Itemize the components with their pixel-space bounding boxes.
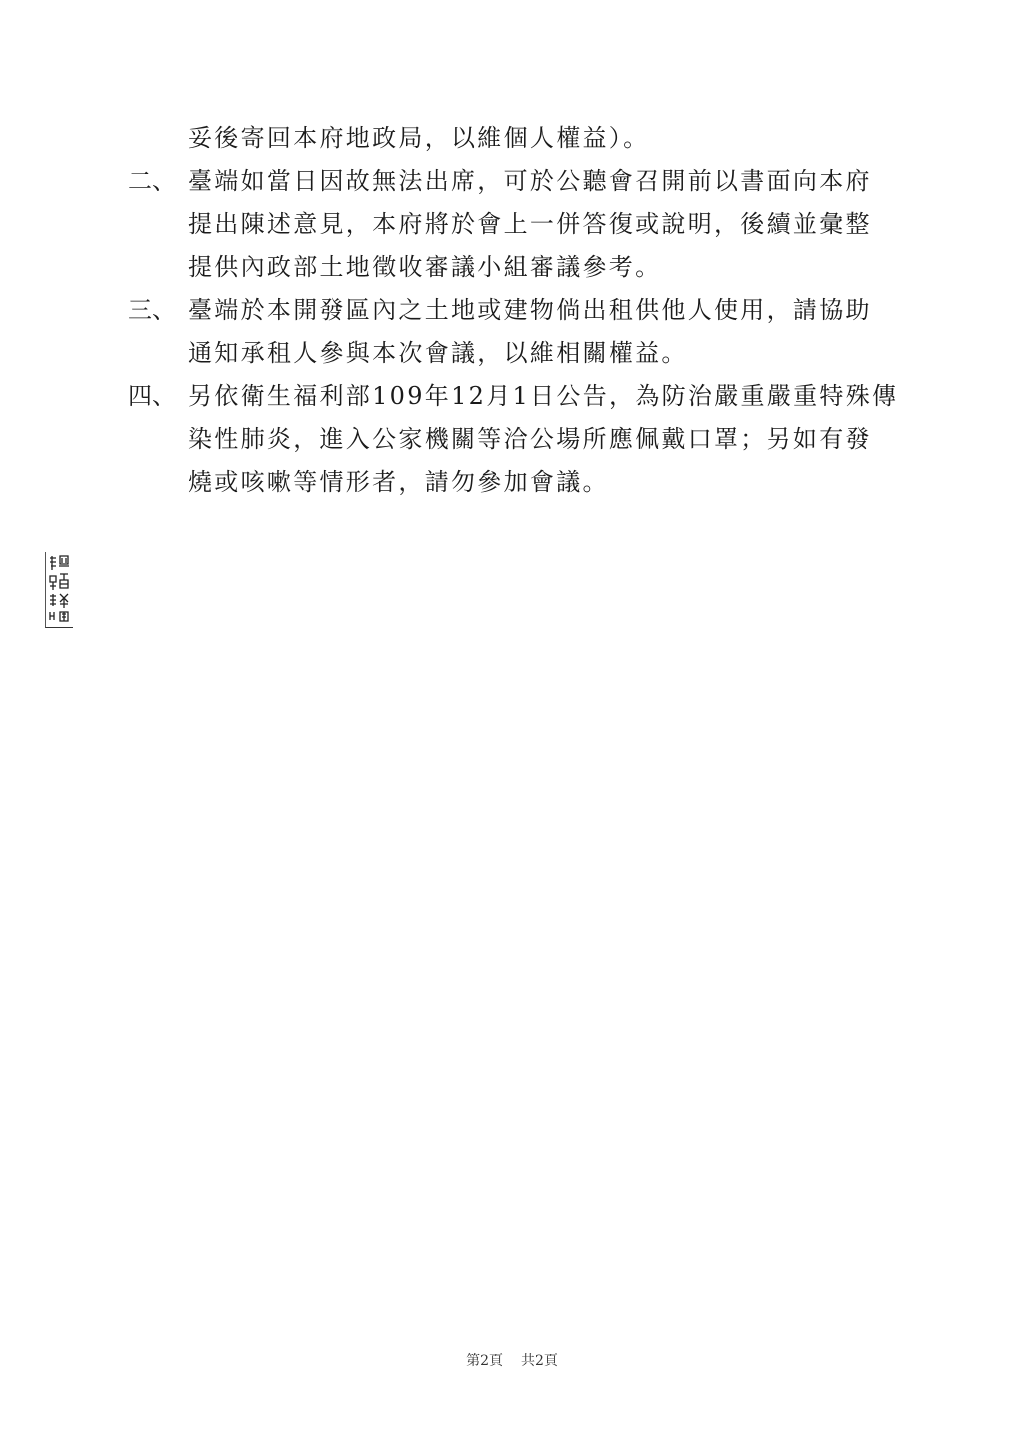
item-number: 二、	[128, 167, 176, 195]
page-footer	[0, 1350, 1024, 1370]
page-number-total: 共2頁	[521, 1353, 558, 1369]
paragraph-line: 妥後寄回本府地政局，以維個人權益）。	[188, 124, 650, 152]
item-number: 四、	[128, 382, 176, 410]
paragraph-line: 通知承租人參與本次會議，以維相關權益。	[188, 339, 688, 367]
paragraph-line	[128, 375, 908, 418]
paragraph-line	[128, 289, 908, 332]
document-body	[128, 117, 908, 504]
paragraph-line	[128, 160, 908, 203]
page-number-current: 第2頁	[466, 1353, 503, 1369]
line-text: 臺端如當日因故無法出席，可於公聽會召開前以書面向本府	[188, 167, 872, 195]
item-number: 三、	[128, 296, 176, 324]
line-text: 另依衛生福利部109年12月1日公告，為防治嚴重嚴重特殊傳	[188, 382, 899, 410]
paragraph-line: 提出陳述意見，本府將於會上一併答復或說明，後續並彙整	[188, 210, 872, 238]
paragraph-line: 燒或咳嗽等情形者，請勿參加會議。	[188, 468, 609, 496]
paragraph-line: 提供內政部土地徵收審議小組審議參考。	[188, 253, 662, 281]
seal-glyph-art	[46, 552, 73, 627]
line-text: 臺端於本開發區內之土地或建物倘出租供他人使用，請協助	[188, 296, 872, 324]
proofread-seal-stamp	[45, 552, 73, 628]
paragraph-line: 染性肺炎，進入公家機關等洽公場所應佩戴口罩；另如有發	[188, 425, 872, 453]
